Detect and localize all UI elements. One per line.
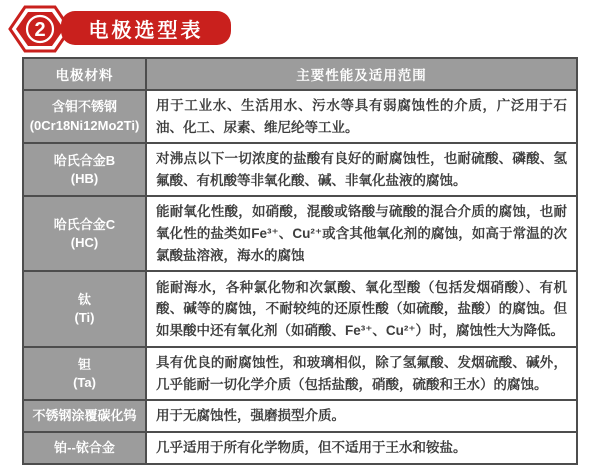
description-cell: 具有优良的耐腐蚀性，和玻璃相似，除了氢氟酸、发烟硫酸、碱外，几乎能耐一切化学介质（包括盐酸，硝酸，硫酸和王水）的腐蚀。 bbox=[146, 347, 577, 400]
material-code: (HB) bbox=[70, 170, 99, 186]
material-name: 不锈钢涂覆碳化钨 bbox=[32, 408, 137, 424]
table-row bbox=[23, 143, 577, 196]
table-row bbox=[23, 347, 577, 400]
table-row bbox=[23, 90, 577, 143]
material-code: (Ta) bbox=[73, 374, 96, 390]
table-header-row bbox=[23, 58, 577, 90]
material-cell bbox=[23, 90, 146, 143]
table-row bbox=[23, 196, 577, 271]
material-name: 含钼不锈钢 bbox=[51, 99, 117, 115]
material-name: 哈氏合金C bbox=[53, 216, 116, 232]
material-code: (0Cr18Ni12Mo2Ti) bbox=[29, 117, 140, 133]
banner-title: 电极选型表 bbox=[61, 11, 231, 45]
material-name: 哈氏合金B bbox=[53, 152, 116, 168]
description-cell: 几乎适用于所有化学物质，但不适用于王水和铵盐。 bbox=[146, 432, 577, 464]
material-name: 铂--铱合金 bbox=[54, 439, 115, 455]
material-cell bbox=[23, 400, 146, 432]
column-header-material: 电极材料 bbox=[23, 58, 146, 90]
material-cell bbox=[23, 432, 146, 464]
column-header-performance: 主要性能及适用范围 bbox=[146, 58, 577, 90]
description-cell: 能耐氧化性酸，如硝酸，混酸或铬酸与硫酸的混合介质的腐蚀，也耐氧化性的盐类如Fe³⁺、Cu²⁺或含其他氧化剂的腐蚀，如高于常温的次氯酸盐溶液，海水的腐蚀 bbox=[146, 196, 577, 271]
material-code: (HC) bbox=[70, 234, 99, 250]
material-cell bbox=[23, 143, 146, 196]
material-cell bbox=[23, 347, 146, 400]
table-row bbox=[23, 400, 577, 432]
material-cell bbox=[23, 196, 146, 271]
page-header bbox=[0, 0, 600, 57]
table-row bbox=[23, 432, 577, 464]
description-cell: 用于无腐蚀性，强磨损型介质。 bbox=[146, 400, 577, 432]
material-cell bbox=[23, 271, 146, 347]
table-row bbox=[23, 271, 577, 347]
material-code: (Ti) bbox=[74, 310, 95, 326]
description-cell: 能耐海水，各种氯化物和次氯酸、氧化型酸（包括发烟硝酸）、有机酸、碱等的腐蚀，不耐较纯的还原性酸（如硫酸，盐酸）的腐蚀。但如果酸中还有氧化剂（如硝酸、Fe³⁺、Cu²⁺）时，腐蚀性大为降低。 bbox=[146, 271, 577, 347]
badge-number: 2 bbox=[34, 19, 46, 41]
electrode-selection-table bbox=[22, 57, 578, 465]
material-name: 钽 bbox=[77, 356, 91, 372]
material-name: 钛 bbox=[77, 291, 91, 307]
description-cell: 用于工业水、生活用水、污水等具有弱腐蚀性的介质，广泛用于石油、化工、尿素、维尼纶等工业。 bbox=[146, 90, 577, 143]
description-cell: 对沸点以下一切浓度的盐酸有良好的耐腐蚀性，也耐硫酸、磷酸、氢氟酸、有机酸等非氧化酸、碱、非氧化盐液的腐蚀。 bbox=[146, 143, 577, 196]
